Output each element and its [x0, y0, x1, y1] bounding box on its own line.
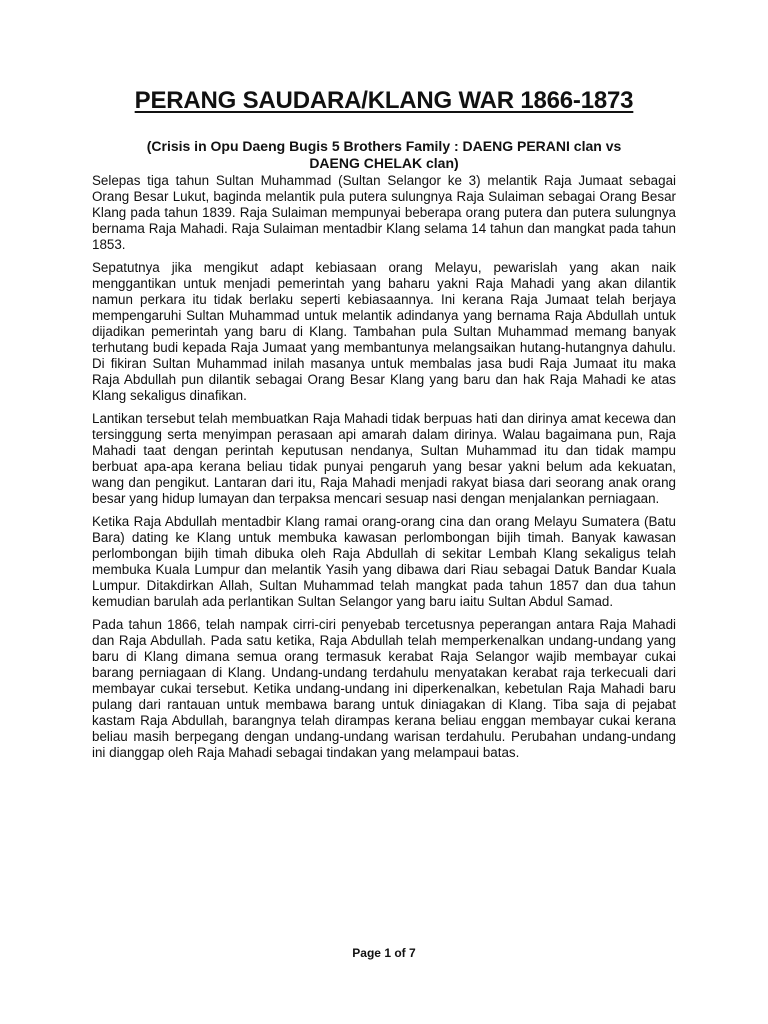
current-page-number: 1 [384, 946, 391, 960]
page-number-footer [0, 946, 768, 960]
page-title: PERANG SAUDARA/KLANG WAR 1866-1873 [134, 87, 634, 114]
paragraph-2: Sepatutnya jika mengikut adapt kebiasaan orang Melayu, pewarislah yang akan naik menggantikan untuk menjadi pemerintah yang baharu yakni Raja Mahadi yang akan dilantik namun perkara itu tidak berlaku seperti kebiasaannya. Ini kerana Raja Jumaat telah berjaya mempengaruhi Sultan Muhammad untuk melantik adindanya yang bernama Raja Abdullah untuk dijadikan pemerintah yang baru di Klang. Tambahan pula Sultan Muhammad memang banyak terhutang budi kepada Raja Jumaat yang membantunya melangsaikan hutang-hutangnya dahulu. Di fikiran Sultan Muhammad inilah masanya untuk membalas jasa budi Raja Jumaat itu maka Raja Abdullah pun dilantik sebagai Orang Besar Klang yang baru dan hak Raja Mahadi ke atas Klang sekaligus dinafikan. [92, 260, 676, 403]
total-page-count: 7 [409, 946, 416, 960]
paragraph-3: Lantikan tersebut telah membuatkan Raja Mahadi tidak berpuas hati dan dirinya amat kecewa dan tersinggung serta menyimpan perasaan api amarah dalam dirinya. Walau bagaimana pun, Raja Mahadi taat dengan perintah keputusan nendanya, Sultan Muhammad itu dan tidak mampu berbuat apa-apa kerana beliau tidak punyai pengaruh yang besar yakni belum ada kekuatan, wang dan pengikut. Lantaran dari itu, Raja Mahadi menjadi rakyat biasa dari seorang anak orang besar yang hidup lumayan dan terpaksa mencari sesuap nasi dengan menjalankan perniagaan. [92, 411, 676, 506]
document-page [92, 84, 676, 768]
paragraph-5: Pada tahun 1866, telah nampak cirri-ciri penyebab tercetusnya peperangan antara Raja Mahadi dan Raja Abdullah. Pada satu ketika, Raja Abdullah telah memperkenalkan undang-undang yang baru di Klang dimana semua orang termasuk kerabat Raja Selangor wajib membayar cukai barang perniagaan di Klang. Undang-undang terdahulu menyatakan kerabat raja terkecuali dari membayar cukai tersebut. Ketika undang-undang ini diperkenalkan, kebetulan Raja Mahadi baru pulang dari rantauan untuk membawa barang untuk diniagakan di Klang. Tiba saja di pejabat kastam Raja Abdullah, barangnya telah dirampas kerana beliau enggan membayar cukai kerana beliau masih berpegang dengan undang-undang warisan terdahulu. Perubahan undang-undang ini dianggap oleh Raja Mahadi sebagai tindakan yang melampaui batas. [92, 617, 676, 760]
paragraph-1: Selepas tiga tahun Sultan Muhammad (Sultan Selangor ke 3) melantik Raja Jumaat sebagai Orang Besar Lukut, baginda melantik pula putera sulungnya Raja Sulaiman sebagai Orang Besar Klang pada tahun 1839. Raja Sulaiman mempunyai beberapa orang putera dan putera sulungnya bernama Raja Mahadi. Raja Sulaiman mentadbir Klang selama 14 tahun dan mangkat pada tahun 1853. [92, 173, 676, 252]
page-label: Page [352, 946, 385, 960]
page-of-label: of [391, 946, 409, 960]
paragraph-4: Ketika Raja Abdullah mentadbir Klang ramai orang-orang cina dan orang Melayu Sumatera (Batu Bara) dating ke Klang untuk membuka kawasan perlombongan bijih timah. Banyak kawasan perlombongan bijih timah dibuka oleh Raja Abdullah di sekitar Lembah Klang sekaligus telah membuka Kuala Lumpur dan melantik Yasih yang dibawa dari Riau sebagai Datuk Bandar Kuala Lumpur. Ditakdirkan Allah, Sultan Muhammad telah mangkat pada tahun 1857 dan dua tahun kemudian barulah ada perlantikan Sultan Selangor yang baru iaitu Sultan Abdul Samad. [92, 514, 676, 609]
page-subtitle: (Crisis in Opu Daeng Bugis 5 Brothers Family : DAENG PERANI clan vs DAENG CHELAK clan) [146, 138, 622, 171]
